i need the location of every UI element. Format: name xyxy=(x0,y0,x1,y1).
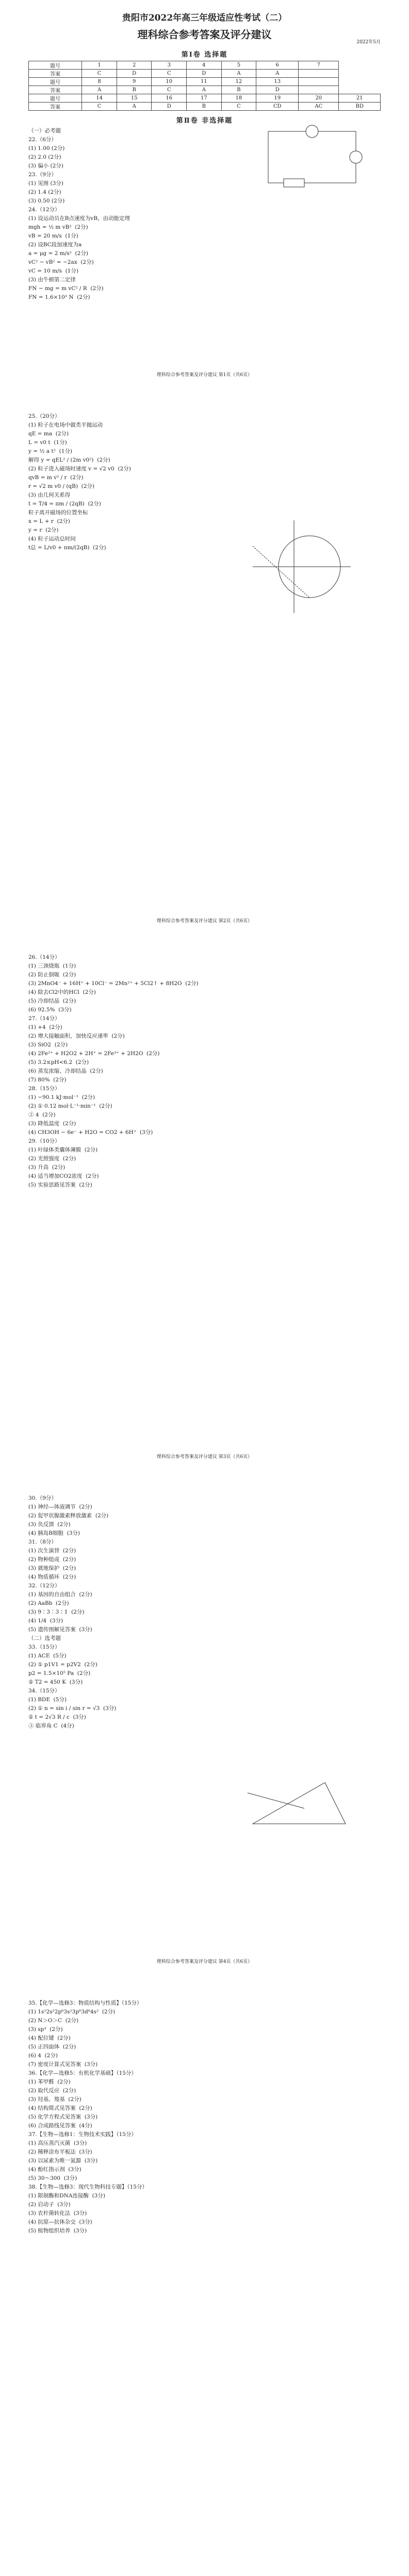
answer-line: (4) 配位键 (2分) xyxy=(28,2035,71,2041)
answer-line: (2) 增大接触面积，加快反应速率 (2分) xyxy=(28,1033,125,1039)
answer-line: (1) 三颈烧瓶 (1分) xyxy=(28,963,76,969)
answer-line: (1) 粒子在电场中做类平抛运动 xyxy=(28,422,103,428)
answer-table-cell: B xyxy=(187,103,222,111)
answer-line: (2) 设BC段加速度为a xyxy=(28,242,82,248)
answer-line: (3) 0.50 (2分) xyxy=(28,198,65,204)
answer-line: (4) 除去Cl2中的HCl (2分) xyxy=(28,989,96,995)
answer-line: (5) 化学方程式见答案 (3分) xyxy=(28,2114,98,2120)
answer-line: （一）必考题 xyxy=(28,128,61,134)
answer-line: 24.（12分） xyxy=(28,207,60,213)
answer-line: (1) 叶绿体类囊体薄膜 (2分) xyxy=(28,1147,98,1153)
answer-line: (5) 正四面体 (2分) xyxy=(28,2044,76,2050)
answer-line: (2) N＞O＞C (2分) xyxy=(28,2018,79,2024)
answer-table-cell: 答案 xyxy=(29,70,82,78)
answer-line: (2) ① 0.12 mol·L⁻¹·min⁻¹ (2分) xyxy=(28,1103,112,1109)
answer-line: (3) 就地保护 (2分) xyxy=(28,1565,76,1571)
answer-line: (4) 酚红指示剂 (3分) xyxy=(28,2166,81,2173)
page-footer: 理科综合参考答案及评分建议 第3页（共6页） xyxy=(156,1454,253,1460)
answer-line: p2 = 1.5×10⁵ Pa (2分) xyxy=(28,1670,91,1676)
answer-line: 36.【化学—选修5：有机化学基础】（15分） xyxy=(28,2070,137,2076)
answer-table-cell: 9 xyxy=(117,78,152,86)
answer-line: (5) 遗传图解见答案 (3分) xyxy=(28,1626,92,1633)
answer-line: (2) 取代反应 (2分) xyxy=(28,2088,76,2094)
sheet-3 xyxy=(28,953,381,1190)
answer-line: (2) ① n = sin i / sin r = √3 (3分) xyxy=(28,1705,117,1711)
answer-line: (5) 冷却结晶 (2分) xyxy=(28,998,76,1004)
answer-line: (3) 由几何关系得 xyxy=(28,492,71,498)
answers-block-5 xyxy=(28,1999,381,2235)
part-2-heading: 第Ⅱ卷 非选择题 xyxy=(176,117,233,125)
answer-line: FN − mg = m vC² / R (2分) xyxy=(28,285,104,292)
answer-line: 解得 y = qEL² / (2m v0²) (2分) xyxy=(28,457,110,463)
sheet-5 xyxy=(28,1999,381,2235)
answer-line: (1) 见图 (3分) xyxy=(28,180,63,187)
answers-block-3 xyxy=(28,953,381,1190)
answer-line: 26.（14分） xyxy=(28,954,60,960)
answer-table-cell: C xyxy=(152,70,187,78)
answer-line: 粒子离开磁场的位置坐标 xyxy=(28,510,88,516)
answer-table-cell: AC xyxy=(299,103,339,111)
answer-table-cell: 8 xyxy=(82,78,117,86)
answer-line: vB = 20 m/s (1分) xyxy=(28,233,78,239)
answer-line: 38.【生物—选修3：现代生物科技专题】（15分） xyxy=(28,2184,148,2190)
answer-line: 22.（6分） xyxy=(28,137,57,143)
answer-line: ② t = 2√3 R / c (3分) xyxy=(28,1714,86,1720)
answer-table-row xyxy=(29,61,381,70)
answer-line: (2) 稀释涂布平板法 (3分) xyxy=(28,2149,92,2155)
answer-table-cell: 3 xyxy=(152,61,187,70)
answer-table xyxy=(28,61,381,111)
circuit-diagram xyxy=(263,121,366,193)
answer-line: (3) 以尿素为唯一氮源 (3分) xyxy=(28,2158,98,2164)
answer-line: (5) 30～300 (3分) xyxy=(28,2175,77,2181)
answer-line: (3) 偏小 (2分) xyxy=(28,163,63,169)
answer-line: 28.（15分） xyxy=(28,1086,60,1092)
answer-line: (1) −90.1 kJ·mol⁻¹ (2分) xyxy=(28,1094,95,1100)
answer-line: (3) 农杆菌转化法 (3分) xyxy=(28,2210,87,2216)
answer-table-cell: 1 xyxy=(82,61,117,70)
answer-table-cell: 题号 xyxy=(29,61,82,70)
answer-line: 27.（14分） xyxy=(28,1015,60,1022)
answer-line: (6) 4 (2分) xyxy=(28,2053,58,2059)
answer-table-cell: D xyxy=(152,103,187,111)
answer-table-cell: 17 xyxy=(187,94,222,103)
answer-line: (6) 92.5% (3分) xyxy=(28,1007,72,1013)
answer-line: 23.（9分） xyxy=(28,172,57,178)
sheet-4 xyxy=(28,1494,381,1731)
answer-table-cell: 12 xyxy=(221,78,256,86)
doc-title: 理科综合参考答案及评分建议 xyxy=(137,28,272,41)
answer-table-cell: A xyxy=(187,86,222,94)
answer-line: (1) 设运动员在B点速度为vB，由动能定理 xyxy=(28,215,130,222)
answer-line: L = v0 t (1分) xyxy=(28,439,67,446)
answer-line: (4) CH3OH − 6e⁻ + H2O = CO2 + 6H⁺ (3分) xyxy=(28,1129,153,1136)
answer-line: (1) 基因的自由组合 (2分) xyxy=(28,1591,92,1598)
answer-table-cell: D xyxy=(117,70,152,78)
answer-table-row xyxy=(29,103,381,111)
answer-line: (1) ACE (5分) xyxy=(28,1653,67,1659)
answer-line: 34.（15分） xyxy=(28,1688,60,1694)
answer-line: vC² − vB² = −2ax (2分) xyxy=(28,259,94,265)
answer-line: 37.【生物—选修1：生物技术实践】（15分） xyxy=(28,2131,137,2138)
answer-table-cell: C xyxy=(221,103,256,111)
answer-line: 29.（10分） xyxy=(28,1138,60,1144)
answer-table-cell: A xyxy=(117,103,152,111)
answer-line: (3) 负反馈 (2分) xyxy=(28,1521,71,1528)
answer-line: (4) 适当增加CO2浓度 (2分) xyxy=(28,1173,99,1179)
answer-table-cell: 6 xyxy=(256,61,299,70)
answer-line: (2) 光照强度 (2分) xyxy=(28,1156,76,1162)
answer-line: (4) 结构简式见答案 (2分) xyxy=(28,2105,92,2111)
answer-table-cell: C xyxy=(152,86,187,94)
page-footer: 理科综合参考答案及评分建议 第2页（共6页） xyxy=(156,919,253,924)
answer-line: (3) 2MnO4⁻ + 16H⁺ + 10Cl⁻ = 2Mn²⁺ + 5Cl2↑ + 8H2O (2分) xyxy=(28,980,199,987)
answer-line: (1) 神经—体液调节 (2分) xyxy=(28,1504,92,1510)
answer-table-cell: A xyxy=(82,86,117,94)
answer-line: (2) 防止倒吸 (2分) xyxy=(28,972,76,978)
answer-line: (3) 升高 (2分) xyxy=(28,1164,66,1171)
answer-line: y = ½ a t² (1分) xyxy=(28,448,72,454)
answer-line: (4) 抗原—抗体杂交 (3分) xyxy=(28,2219,92,2225)
answer-line: (1) 苯甲醛 (2分) xyxy=(28,2079,71,2085)
answer-table-cell: 20 xyxy=(299,94,339,103)
answer-table-cell: BD xyxy=(339,103,381,111)
answer-table-row xyxy=(29,94,381,103)
answer-line: (7) 80% (2分) xyxy=(28,1077,67,1083)
answer-line: (1) 限制酶和DNA连接酶 (3分) xyxy=(28,2193,105,2199)
answer-table-cell: 18 xyxy=(221,94,256,103)
answer-table-cell xyxy=(299,86,339,94)
prism-diagram xyxy=(242,1772,356,1834)
answer-table-cell: 19 xyxy=(256,94,299,103)
answer-line: (2) 2.0 (2分) xyxy=(28,154,61,160)
answer-line: t = T/4 = πm / (2qB) (2分) xyxy=(28,501,101,507)
answer-table-cell: A xyxy=(256,70,299,78)
answer-line: r = √2 m v0 / (qB) (2分) xyxy=(28,483,94,489)
answers-block-4 xyxy=(28,1494,381,1731)
answer-line: 30.（9分） xyxy=(28,1495,57,1501)
answer-line: (1) 高压蒸汽灭菌 (3分) xyxy=(28,2140,87,2146)
answer-line: t总 = L/v0 + πm/(2qB) (2分) xyxy=(28,545,106,551)
answer-line: (4) 物质循环 (2分) xyxy=(28,1574,76,1580)
answer-line: (2) 1.4 (2分) xyxy=(28,189,61,195)
page-footer: 理科综合参考答案及评分建议 第1页（共6页） xyxy=(156,372,253,378)
answer-line: (1) 次生演替 (2分) xyxy=(28,1548,76,1554)
page-footer: 理科综合参考答案及评分建议 第4页（共6页） xyxy=(156,1959,253,1964)
answer-line: (6) 蒸发浓缩、冷却结晶 (2分) xyxy=(28,1068,103,1074)
answer-line: (4) 粒子运动总时间 xyxy=(28,536,76,542)
answer-line: (3) 降低温度 (2分) xyxy=(28,1121,76,1127)
answer-table-cell: CD xyxy=(256,103,299,111)
answer-line: vC = 10 m/s (1分) xyxy=(28,268,79,274)
answer-table-cell: C xyxy=(82,70,117,78)
answer-line: (2) AaBb (2分) xyxy=(28,1600,69,1606)
answer-line: (1) +4 (2分) xyxy=(28,1024,62,1030)
answer-table-cell: 7 xyxy=(299,61,339,70)
answer-line: FN = 1.6×10³ N (2分) xyxy=(28,294,90,300)
answer-line: 33.（15分） xyxy=(28,1644,60,1650)
answer-line: 31.（8分） xyxy=(28,1539,57,1545)
answer-line: qE = ma (2分) xyxy=(28,431,69,437)
answer-line: mgh = ½ m vB² (2分) xyxy=(28,224,88,230)
answer-line: (3) SiO2 (2分) xyxy=(28,1042,68,1048)
answer-line: (3) sp³ (2分) xyxy=(28,2026,63,2032)
answer-line: (2) 物种组成 (2分) xyxy=(28,1556,76,1563)
answer-table-cell: 5 xyxy=(221,61,256,70)
answer-table-cell: 13 xyxy=(256,78,299,86)
answer-line: ② 4 (2分) xyxy=(28,1112,56,1118)
field-diagram xyxy=(242,515,356,618)
answer-line: (3) 羟基、羧基 (2分) xyxy=(28,2096,81,2103)
answer-table-cell: 16 xyxy=(152,94,187,103)
answer-line: 32.（12分） xyxy=(28,1583,60,1589)
answer-line: (2) 启动子 (3分) xyxy=(28,2201,71,2208)
answer-line: (4) 胰岛B细胞 (3分) xyxy=(28,1530,80,1536)
answer-line: (1) 1.00 (2分) xyxy=(28,145,65,151)
answer-line: (1) 1s²2s²2p⁶3s²3p⁶3d⁶4s² (2分) xyxy=(28,2009,116,2015)
answer-line: ② T2 = 450 K (3分) xyxy=(28,1679,83,1685)
answer-line: (2) ① p1V1 = p2V2 (2分) xyxy=(28,1662,97,1668)
answer-line: ③ 临界角 C (4分) xyxy=(28,1723,74,1729)
answer-table-cell: A xyxy=(221,70,256,78)
answer-line: (4) 2Fe²⁺ + H2O2 + 2H⁺ = 2Fe³⁺ + 2H2O (2分) xyxy=(28,1050,160,1057)
answer-table-cell: D xyxy=(187,70,222,78)
answer-table-cell: C xyxy=(82,103,117,111)
answer-line: (2) 粒子进入磁场时速度 v = √2 v0 (2分) xyxy=(28,466,131,472)
answer-line: (3) 9∶3∶3∶1 (2分) xyxy=(28,1609,85,1615)
answer-line: (7) 密度计算式见答案 (3分) xyxy=(28,2061,98,2067)
answer-line: (5) 3.2≤pH<6.2 (2分) xyxy=(28,1059,89,1065)
answer-line: (3) 由牛顿第二定律 xyxy=(28,277,76,283)
answer-table-cell xyxy=(299,70,339,78)
answer-line: qvB = m v² / r (2分) xyxy=(28,474,84,481)
part-1-heading: 第Ⅰ卷 选择题 xyxy=(181,51,228,59)
answer-line: （二）选考题 xyxy=(28,1635,61,1641)
answer-table-cell: 答案 xyxy=(29,103,82,111)
answer-table-row xyxy=(29,86,381,94)
answer-table-cell: D xyxy=(256,86,299,94)
answer-line: (4) 1/4 (3分) xyxy=(28,1618,63,1624)
answer-line: (1) BDE (5分) xyxy=(28,1697,67,1703)
answer-line: 35.【化学—选修3：物质结构与性质】（15分） xyxy=(28,2000,142,2006)
answer-line: y = r (2分) xyxy=(28,527,59,533)
answer-line: 25.（20分） xyxy=(28,413,60,419)
answer-line: (5) 实验思路见答案 (2分) xyxy=(28,1182,92,1188)
answer-table-row xyxy=(29,78,381,86)
answer-table-cell: 14 xyxy=(82,94,117,103)
answer-table-cell: B xyxy=(221,86,256,94)
doc-date: 2022年5月 xyxy=(356,40,381,45)
answer-line: (5) 植物组织培养 (3分) xyxy=(28,2228,87,2234)
answer-table-cell: 10 xyxy=(152,78,187,86)
answer-table-cell: 11 xyxy=(187,78,222,86)
answer-line: x = L + r (2分) xyxy=(28,518,70,524)
answer-line: a = μg = 2 m/s² (2分) xyxy=(28,250,88,257)
answer-table-cell: 4 xyxy=(187,61,222,70)
answer-line: (6) 合成路线见答案 (4分) xyxy=(28,2123,92,2129)
answer-table-cell xyxy=(299,78,339,86)
answer-table-cell: 2 xyxy=(117,61,152,70)
answer-table-cell: 21 xyxy=(339,94,381,103)
answer-table-row xyxy=(29,70,381,78)
answer-table-cell: B xyxy=(117,86,152,94)
answer-table-cell: 答案 xyxy=(29,86,82,94)
answer-table-cell: 题号 xyxy=(29,78,82,86)
exam-title: 贵阳市2022年高三年级适应性考试（二） xyxy=(122,13,287,23)
answer-line: (2) 促甲状腺激素释放激素 (2分) xyxy=(28,1513,109,1519)
answer-table-cell: 题号 xyxy=(29,94,82,103)
answer-table-cell: 15 xyxy=(117,94,152,103)
